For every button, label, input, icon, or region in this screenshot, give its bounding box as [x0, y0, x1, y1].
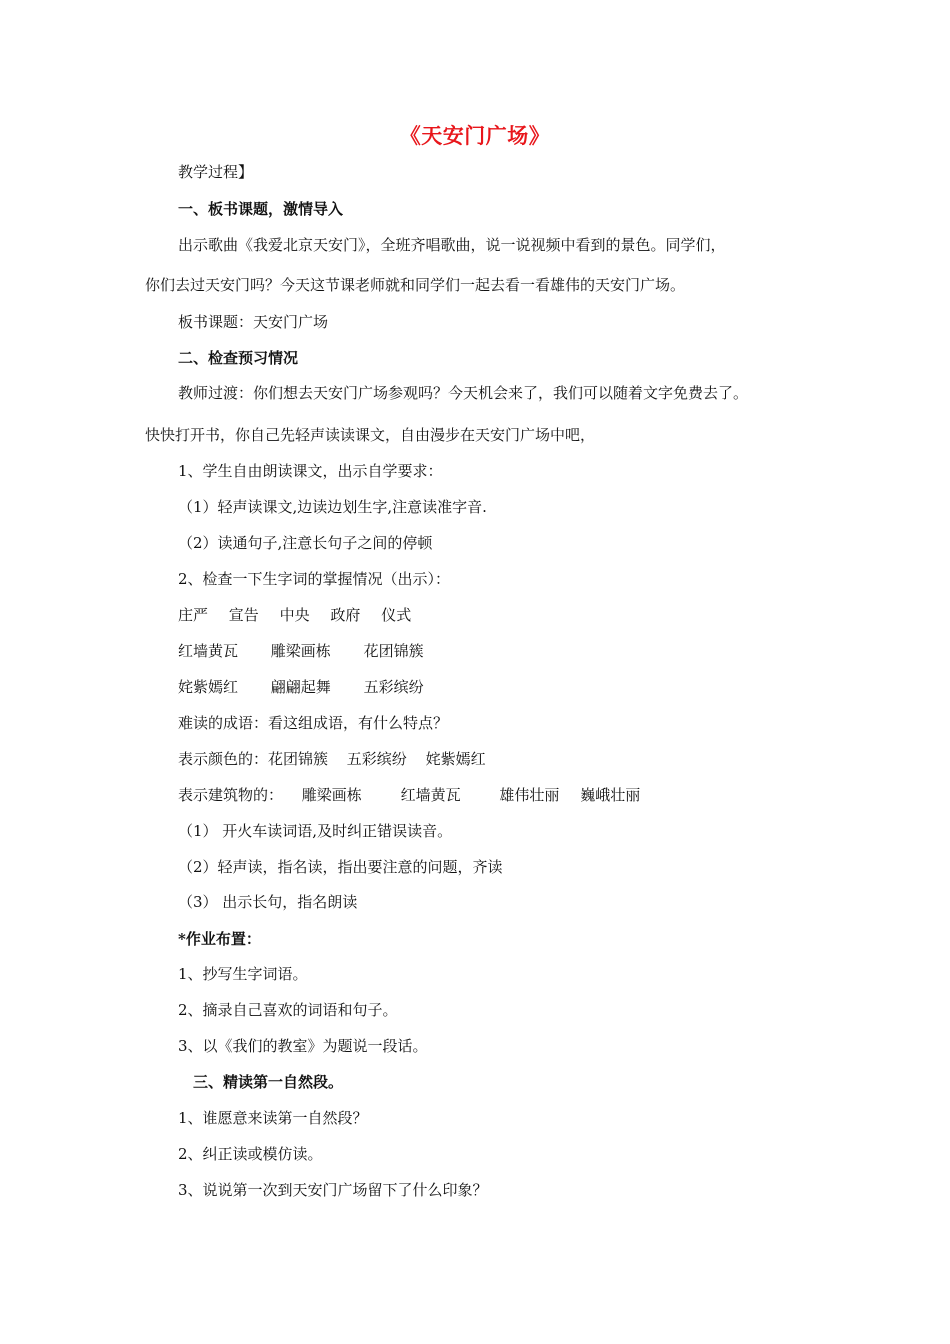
reading-activity-2: （2）轻声读，指名读，指出要注意的问题，齐读	[178, 858, 503, 876]
reading-activity-3: （3） 出示长句，指名朗读	[178, 893, 358, 911]
vocab-idiom: 雕梁画栋	[301, 786, 362, 804]
vocab-word: 政府	[330, 606, 361, 624]
paragraph-transition-line1: 教师过渡：你们想去天安门广场参观吗？今天机会来了，我们可以随着文字免费去了。	[178, 384, 749, 402]
vocab-row-3	[178, 677, 424, 697]
paragraph-intro-line2: 你们去过天安门吗？今天这节课老师就和同学们一起去看一看雄伟的天安门广场。	[145, 276, 686, 294]
close-reading-item-1: 1、谁愿意来读第一自然段？	[178, 1109, 368, 1127]
homework-heading: *作业布置：	[178, 930, 261, 948]
homework-item-1: 1、抄写生字词语。	[178, 965, 308, 983]
homework-item-3: 3、以《我们的教室》为题说一段话。	[178, 1037, 428, 1055]
vocab-word: 中央	[279, 606, 310, 624]
vocab-idiom: 巍峨壮丽	[580, 786, 641, 804]
vocab-idiom: 五彩缤纷	[346, 750, 407, 768]
vocab-word: 仪式	[381, 606, 412, 624]
idiom-question: 难读的成语：看这组成语，有什么特点？	[178, 714, 449, 732]
paragraph-transition-line2: 快快打开书，你自己先轻声读读课文，自由漫步在天安门广场中吧，	[145, 426, 596, 444]
step-1: 1、学生自由朗读课文，出示自学要求：	[178, 462, 443, 480]
heading-section-one: 一、板书课题，激情导入	[178, 200, 344, 218]
close-reading-item-3: 3、说说第一次到天安门广场留下了什么印象？	[178, 1181, 488, 1199]
heading-section-two: 二、检查预习情况	[178, 349, 299, 367]
vocab-idiom: 翩翩起舞	[270, 678, 331, 696]
vocab-idiom: 姹紫嫣红	[178, 678, 239, 696]
document-title: 《天安门广场》	[399, 123, 551, 148]
vocab-idiom: 姹紫嫣红	[425, 750, 486, 768]
heading-section-three: 三、精读第一自然段。	[193, 1073, 344, 1091]
vocab-idiom: 五彩缤纷	[363, 678, 424, 696]
board-title-line: 板书课题：天安门广场	[178, 313, 329, 331]
vocab-idiom: 红墙黄瓦	[400, 786, 461, 804]
step-2: 2、检查一下生字词的掌握情况（出示）：	[178, 570, 451, 588]
requirement-1: （1）轻声读课文,边读边划生字,注意读准字音.	[178, 498, 487, 516]
vocab-word: 宣告	[228, 606, 259, 624]
section-label-teaching-process: 教学过程】	[178, 163, 254, 181]
vocab-row-1	[178, 605, 411, 625]
building-idioms-lead: 表示建筑物的：	[178, 786, 284, 804]
homework-item-2: 2、摘录自己喜欢的词语和句子。	[178, 1001, 398, 1019]
vocab-word: 庄严	[178, 606, 209, 624]
paragraph-intro-line1: 出示歌曲《我爱北京天安门》，全班齐唱歌曲，说一说视频中看到的景色。同学们，	[178, 236, 726, 254]
color-idioms-lead: 表示颜色的：花团锦簇	[178, 750, 329, 768]
color-idioms-row	[178, 749, 486, 769]
requirement-2: （2）读通句子,注意长句子之间的停顿	[178, 534, 433, 552]
vocab-idiom: 红墙黄瓦	[178, 642, 239, 660]
vocab-idiom: 雄伟壮丽	[499, 786, 560, 804]
reading-activity-1: （1） 开火车读词语,及时纠正错误读音。	[178, 822, 453, 840]
vocab-row-2	[178, 641, 424, 661]
building-idioms-row	[178, 785, 640, 805]
vocab-idiom: 花团锦簇	[363, 642, 424, 660]
close-reading-item-2: 2、纠正读或模仿读。	[178, 1145, 323, 1163]
vocab-idiom: 雕梁画栋	[270, 642, 331, 660]
